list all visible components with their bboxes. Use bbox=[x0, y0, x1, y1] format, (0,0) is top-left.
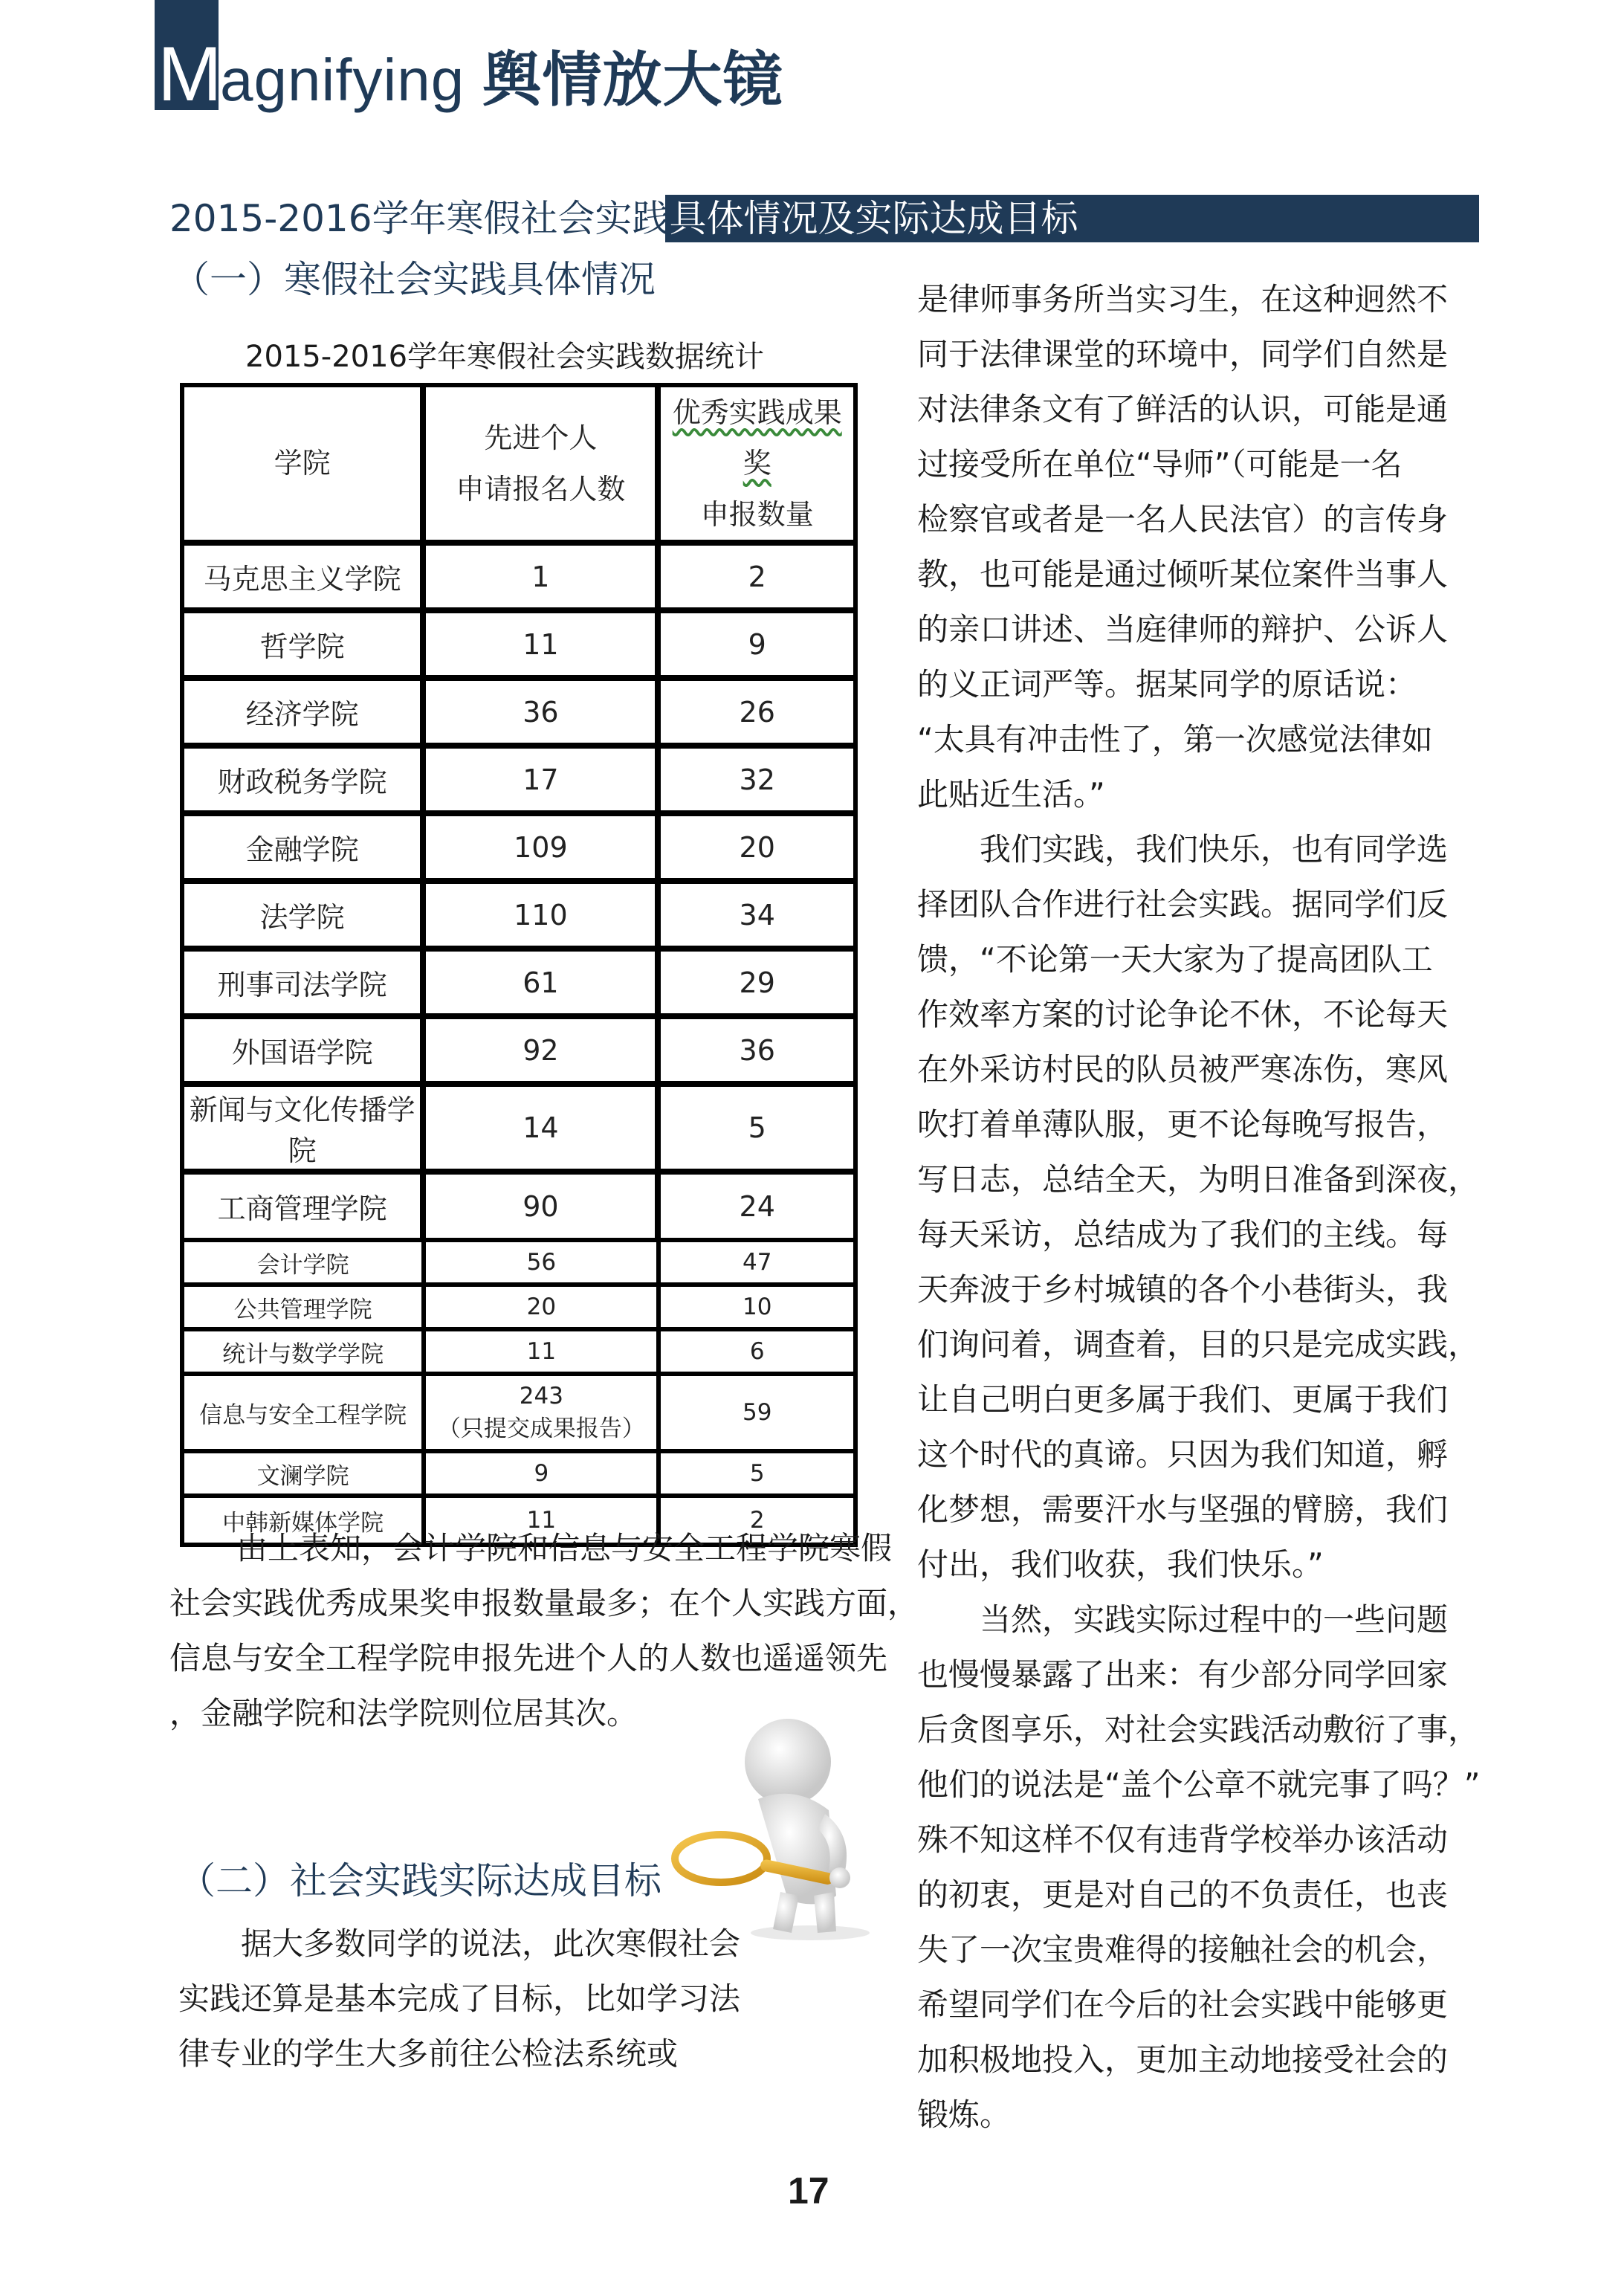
right-line: 殊不知这样不仅有违背学校举办该活动 bbox=[917, 1821, 1449, 1858]
header-brand bbox=[220, 45, 783, 114]
right-line: 这个时代的真谛。只因为我们知道，孵 bbox=[917, 1436, 1449, 1473]
cell-individual: 110 bbox=[426, 884, 661, 952]
right-line: 让自己明白更多属于我们、更属于我们 bbox=[917, 1381, 1449, 1418]
right-line: 锻炼。 bbox=[917, 2096, 1012, 2133]
cell-awards: 5 bbox=[661, 1087, 853, 1175]
cell-individual: 61 bbox=[426, 952, 661, 1019]
header-college: 学院 bbox=[184, 387, 426, 546]
right-line: 写日志，总结全天，为明日准备到深夜， bbox=[917, 1161, 1480, 1198]
table-row bbox=[184, 816, 853, 884]
section2-title: （二）社会实践实际达成目标 bbox=[178, 1859, 661, 1902]
right-line: 对法律条文有了鲜活的认识，可能是通 bbox=[917, 391, 1449, 427]
table-summary-paragraph bbox=[169, 1521, 928, 1741]
right-line: 后贪图享乐，对社会实践活动敷衍了事， bbox=[917, 1711, 1480, 1748]
cell-awards: 26 bbox=[661, 681, 853, 749]
right-line: 化梦想，需要汗水与坚强的臂膀，我们 bbox=[917, 1491, 1449, 1528]
cell-awards: 36 bbox=[661, 1019, 853, 1087]
cell-college: 工商管理学院 bbox=[184, 1175, 426, 1242]
section2-line: 律专业的学生大多前往公检法系统或 bbox=[178, 2035, 679, 2072]
cell-college: 中韩新媒体学院 bbox=[184, 1498, 426, 1543]
right-line: 们询问着，调查着，目的只是完成实践， bbox=[917, 1326, 1480, 1363]
table-row bbox=[184, 1175, 853, 1242]
right-column-text bbox=[917, 272, 1512, 2142]
right-line: 每天采访，总结成为了我们的主线。每 bbox=[917, 1216, 1449, 1253]
cell-college: 马克思主义学院 bbox=[184, 546, 426, 613]
right-line: 吹打着单薄队服，更不论每晚写报告， bbox=[917, 1106, 1449, 1143]
section2-line: 实践还算是基本完成了目标，比如学习法 bbox=[178, 1980, 741, 2017]
table-row bbox=[184, 1019, 853, 1087]
right-line: 付出，我们收获，我们快乐。” bbox=[917, 1546, 1324, 1583]
cell-individual: 1 bbox=[426, 546, 661, 613]
cell-individual: 36 bbox=[426, 681, 661, 749]
right-line: 过接受所在单位“导师”（可能是一名 bbox=[917, 446, 1403, 482]
cell-awards: 9 bbox=[661, 613, 853, 681]
cell-individual: 11 bbox=[426, 613, 661, 681]
cell-college: 法学院 bbox=[184, 884, 426, 952]
right-line: 当然，实践实际过程中的一些问题 bbox=[980, 1601, 1449, 1638]
right-line: 失了一次宝贵难得的接触社会的机会， bbox=[917, 1931, 1449, 1968]
cell-awards: 29 bbox=[661, 952, 853, 1019]
banner-part1: 2015-2016学年寒假社会实践 bbox=[169, 197, 670, 240]
cell-awards: 10 bbox=[661, 1287, 853, 1331]
cell-individual-value: 243 bbox=[519, 1382, 563, 1409]
right-line: 天奔波于乡村城镇的各个小巷街头，我 bbox=[917, 1271, 1449, 1308]
cell-individual bbox=[426, 1376, 661, 1453]
cell-awards: 24 bbox=[661, 1175, 853, 1242]
right-line: 加积极地投入，更加主动地接受社会的 bbox=[917, 2041, 1449, 2078]
cell-awards: 59 bbox=[661, 1376, 853, 1453]
table-row bbox=[184, 1376, 853, 1453]
cell-awards: 2 bbox=[661, 546, 853, 613]
stats-table bbox=[180, 383, 858, 1547]
table-row bbox=[184, 749, 853, 816]
right-line: “太具有冲击性了，第一次感觉法律如 bbox=[917, 721, 1433, 758]
cell-individual: 11 bbox=[426, 1498, 661, 1543]
right-line: 馈，“不论第一天大家为了提高团队工 bbox=[917, 941, 1433, 978]
header-awards-line2: 申报数量 bbox=[700, 497, 814, 531]
section1-title: （一）寒假社会实践具体情况 bbox=[172, 258, 656, 301]
table-caption: 2015-2016学年寒假社会实践数据统计 bbox=[245, 340, 765, 374]
cell-awards: 6 bbox=[661, 1331, 853, 1376]
cell-college: 信息与安全工程学院 bbox=[184, 1376, 426, 1453]
summary-line: 由上表知，会计学院和信息与安全工程学院寒假 bbox=[236, 1530, 893, 1566]
section2-paragraph bbox=[178, 1917, 773, 2082]
summary-line: 信息与安全工程学院申报先进个人的人数也遥遥领先 bbox=[169, 1640, 888, 1676]
cell-college: 公共管理学院 bbox=[184, 1287, 426, 1331]
header-brand-cn: 舆情放大镜 bbox=[482, 45, 783, 114]
cell-individual-note: （只提交成果报告） bbox=[437, 1415, 645, 1442]
cell-individual: 90 bbox=[426, 1175, 661, 1242]
header-brand-initial: M bbox=[158, 31, 222, 117]
table-row bbox=[184, 1242, 853, 1287]
cell-college: 统计与数学学院 bbox=[184, 1331, 426, 1376]
cell-college: 会计学院 bbox=[184, 1242, 426, 1287]
right-line: 我们实践，我们快乐，也有同学选 bbox=[980, 831, 1449, 868]
table-row bbox=[184, 546, 853, 613]
banner-part2: 具体情况及实际达成目标 bbox=[669, 197, 1078, 240]
section-banner-title bbox=[169, 195, 1078, 242]
summary-line: 社会实践优秀成果奖申报数量最多；在个人实践方面， bbox=[169, 1585, 919, 1621]
right-line: 作效率方案的讨论争论不休，不论每天 bbox=[917, 996, 1449, 1033]
table-row bbox=[184, 952, 853, 1019]
right-line: 他们的说法是“盖个公章不就完事了吗？” bbox=[917, 1766, 1481, 1803]
table-row bbox=[184, 884, 853, 952]
right-line: 在外采访村民的队员被严寒冻伤，寒风 bbox=[917, 1051, 1449, 1088]
header-individual-line2: 申请报名人数 bbox=[456, 472, 626, 506]
right-line: 择团队合作进行社会实践。据同学们反 bbox=[917, 886, 1449, 923]
cell-awards: 20 bbox=[661, 816, 853, 884]
cell-individual: 17 bbox=[426, 749, 661, 816]
right-line: 检察官或者是一名人民法官）的言传身 bbox=[917, 501, 1449, 537]
cell-college: 外国语学院 bbox=[184, 1019, 426, 1087]
cell-individual: 9 bbox=[426, 1453, 661, 1498]
right-line: 也慢慢暴露了出来：有少部分同学回家 bbox=[917, 1656, 1449, 1693]
cell-college: 经济学院 bbox=[184, 681, 426, 749]
table-row bbox=[184, 681, 853, 749]
cell-college: 金融学院 bbox=[184, 816, 426, 884]
cell-awards: 2 bbox=[749, 1507, 765, 1534]
header-individual-line1: 先进个人 bbox=[484, 422, 598, 455]
right-line: 教，也可能是通过倾听某位案件当事人 bbox=[917, 556, 1449, 592]
right-line: 的义正词严等。据某同学的原话说： bbox=[917, 666, 1417, 703]
cell-awards: 5 bbox=[661, 1453, 853, 1498]
cell-college: 刑事司法学院 bbox=[184, 952, 426, 1019]
right-line: 的初衷，更是对自己的不负责任，也丧 bbox=[917, 1876, 1449, 1913]
right-line: 是律师事务所当实习生，在这种迥然不 bbox=[917, 281, 1449, 317]
table-row bbox=[184, 1331, 853, 1376]
cell-individual: 11 bbox=[426, 1331, 661, 1376]
magnifier-figure-illustration bbox=[669, 1710, 892, 1948]
header-awards bbox=[661, 387, 853, 546]
cell-individual: 109 bbox=[426, 816, 661, 884]
header-individual bbox=[426, 387, 661, 546]
cell-college: 新闻与文化传播学院 bbox=[184, 1087, 426, 1175]
right-line: 此贴近生活。” bbox=[917, 776, 1105, 813]
section2-line: 据大多数同学的说法，此次寒假社会 bbox=[241, 1925, 741, 1962]
table-row bbox=[184, 1287, 853, 1331]
cell-individual: 14 bbox=[426, 1087, 661, 1175]
right-line: 同于法律课堂的环境中，同学们自然是 bbox=[917, 336, 1449, 372]
header-awards-line1: 优秀实践成果奖 bbox=[672, 396, 842, 480]
cell-awards: 34 bbox=[661, 884, 853, 952]
cell-college: 财政税务学院 bbox=[184, 749, 426, 816]
cell-awards: 32 bbox=[661, 749, 853, 816]
cell-college: 哲学院 bbox=[184, 613, 426, 681]
page-number: 17 bbox=[788, 2170, 829, 2212]
cell-individual: 56 bbox=[426, 1242, 661, 1287]
summary-line: ，金融学院和法学院则位居其次。 bbox=[169, 1695, 638, 1731]
right-line: 希望同学们在今后的社会实践中能够更 bbox=[917, 1986, 1449, 2023]
cell-awards: 47 bbox=[661, 1242, 853, 1287]
table-header-row bbox=[184, 387, 853, 546]
table-row bbox=[184, 1453, 853, 1498]
cell-college: 文澜学院 bbox=[184, 1453, 426, 1498]
table-row bbox=[184, 613, 853, 681]
cell-individual: 20 bbox=[426, 1287, 661, 1331]
cell-individual: 92 bbox=[426, 1019, 661, 1087]
right-line: 的亲口讲述、当庭律师的辩护、公诉人 bbox=[917, 611, 1449, 648]
header-brand-rest: agnifying bbox=[220, 47, 465, 113]
table-row bbox=[184, 1087, 853, 1175]
